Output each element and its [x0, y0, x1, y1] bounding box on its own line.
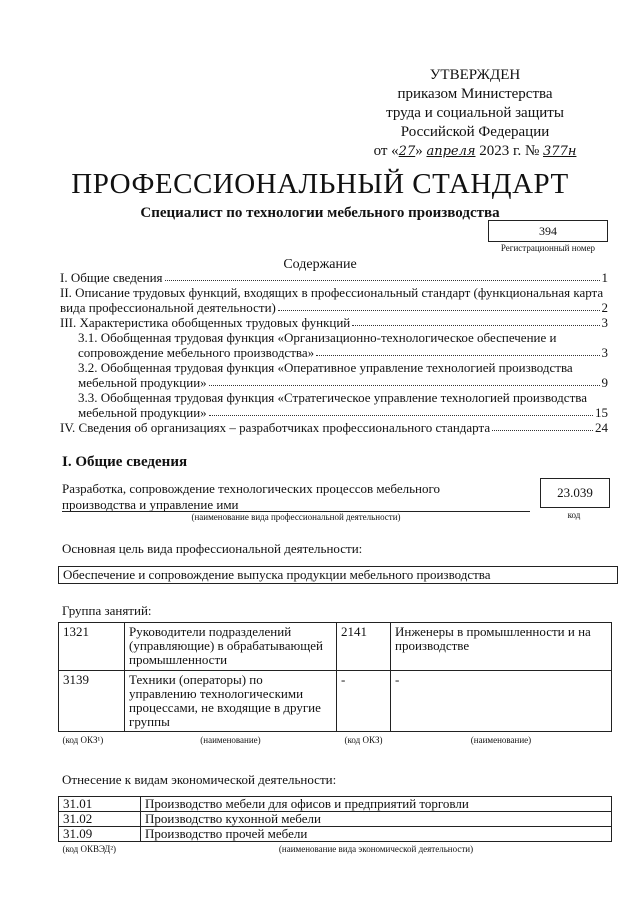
document-title: ПРОФЕССИОНАЛЬНЫЙ СТАНДАРТ [71, 168, 569, 200]
approval-year: 2023 г. № [479, 143, 540, 159]
occ-code: 2141 [337, 623, 391, 671]
toc-item[interactable]: 3.1. Обобщенная трудовая функция «Организационно-технологическое обеспечение и [78, 330, 557, 345]
toc-item-cont: сопровождение мебельного производства» 3 [78, 345, 608, 360]
okved-table [58, 796, 612, 856]
approval-date: от «27» апреля 2023 г. № 377н [373, 143, 577, 159]
toc-item[interactable]: I. Общие сведения 1 [60, 270, 608, 285]
toc-heading: Содержание [283, 257, 357, 272]
handwritten-day: 27 [398, 144, 416, 159]
occ-name: - [391, 671, 612, 732]
section-heading: I. Общие сведения [62, 454, 188, 470]
approval-line: приказом Министерства [397, 86, 553, 102]
approval-line: УТВЕРЖДЕН [429, 67, 521, 83]
registration-caption: Регистрационный номер [500, 243, 596, 253]
caption-row: (код ОКВЭД²) (наименование вида экономической деятельности) [62, 844, 474, 854]
goal-box: Обеспечение и сопровождение выпуска продукции мебельного производства [58, 566, 618, 584]
toc-item[interactable]: IV. Сведения об организациях – разработчиках профессионального стандарта 24 [60, 420, 608, 435]
approval-line: Российской Федерации [400, 124, 550, 140]
goal-heading: Основная цель вида профессиональной деятельности: [62, 541, 363, 556]
occ-code: 1321 [59, 623, 125, 671]
toc-item-cont: мебельной продукции» 9 [78, 375, 608, 390]
occ-name: Руководители подразделений (управляющие) в обрабатывающей промышленности [125, 623, 337, 671]
table-of-contents [60, 270, 608, 435]
occ-name: Техники (операторы) по управлению технологическими процессами, не входящие в другие группы [125, 671, 337, 732]
handwritten-month: апреля [426, 144, 476, 159]
occ-code: - [337, 671, 391, 732]
table-row: 31.02 Производство кухонной мебели [59, 812, 612, 827]
toc-item[interactable]: III. Характеристика обобщенных трудовых функций 3 [60, 315, 608, 330]
activity-code-box: 23.039 [540, 478, 610, 508]
toc-item[interactable]: 3.3. Обобщенная трудовая функция «Стратегическое управление технологией производства [78, 390, 587, 405]
toc-item-cont: мебельной продукции» 15 [78, 405, 608, 420]
toc-item[interactable]: II. Описание трудовых функций, входящих в профессиональный стандарт (функциональная карта вида профессиональной деятельности) 2 [60, 285, 608, 315]
table-row: 31.09 Производство прочей мебели [59, 827, 612, 842]
occ-name: Инженеры в промышленности и на производстве [391, 623, 612, 671]
activity-name: Разработка, сопровождение технологических процессов мебельного производства и управление ими [62, 481, 440, 512]
okved-heading: Отнесение к видам экономической деятельности: [62, 772, 337, 787]
group-heading: Группа занятий: [62, 603, 152, 618]
occupations-table [58, 622, 612, 749]
approval-line: труда и социальной защиты [386, 105, 564, 121]
activity-caption: (наименование вида профессиональной деятельности) [191, 512, 401, 522]
table-row [59, 623, 612, 671]
table-row [59, 671, 612, 732]
occ-code: 3139 [59, 671, 125, 732]
toc-item[interactable]: 3.2. Обобщенная трудовая функция «Оперативное управление технологией производства [78, 360, 573, 375]
handwritten-number: 377н [543, 144, 577, 159]
table-row: 31.01 Производство мебели для офисов и предприятий торговли [59, 797, 612, 812]
approval-block [340, 66, 610, 161]
caption-row: (код ОКЗ¹) (наименование) (код ОКЗ) (наименование) [62, 735, 532, 745]
document-subtitle: Специалист по технологии мебельного производства [140, 205, 500, 221]
code-caption: код [567, 510, 581, 520]
registration-number-box: 394 [488, 220, 608, 242]
